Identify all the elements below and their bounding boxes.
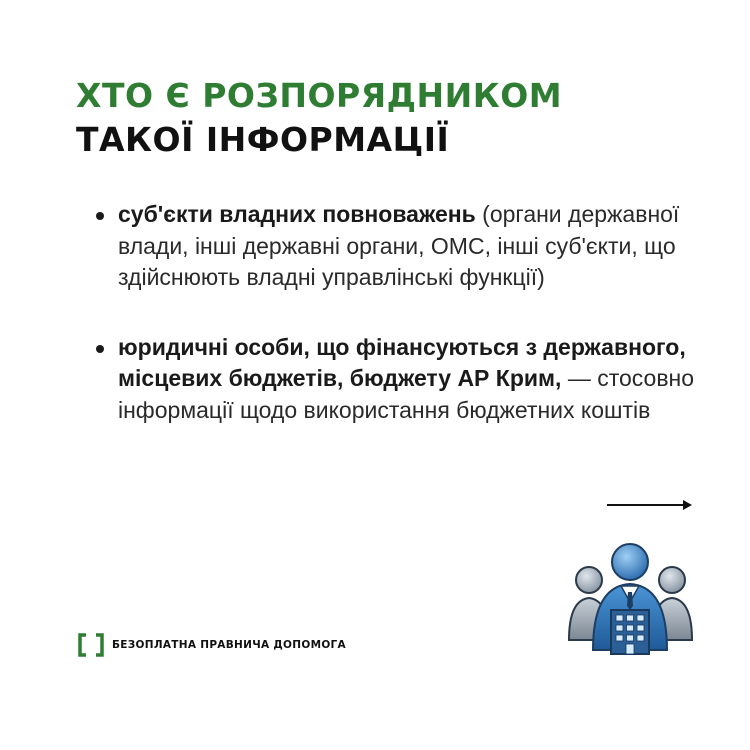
arrow-right-icon[interactable] [607, 497, 692, 513]
bullet-bold-text: суб'єкти владних повноважень [118, 201, 476, 227]
bullet-dot-icon [96, 345, 104, 353]
bullet-text: (органи державної влади, інші державні органи, ОМС, інші суб'єкти, що здійснюють владні управлінські функції) [118, 201, 680, 290]
bullet-dot-icon [96, 212, 104, 220]
brand-name: БЕЗОПЛАТНА ПРАВНИЧА ДОПОМОГА [112, 639, 346, 651]
bracket-logo-icon [78, 633, 104, 657]
list-item [96, 199, 696, 294]
list-item [96, 332, 696, 427]
title-line-2: ТАКОЇ ІНФОРМАЦІЇ [76, 120, 450, 159]
brand-logo [78, 633, 346, 657]
bullet-bold-text: юридичні особи, що фінансуються з державного, місцевих бюджетів, бюджету АР Крим, [118, 333, 686, 391]
bullet-list [96, 199, 696, 464]
title-line-1: ХТО Є РОЗПОРЯДНИКОМ [76, 76, 563, 115]
bullet-text: — стосовно інформації щодо використання бюджетних коштів [118, 365, 695, 423]
page-title [76, 74, 562, 162]
people-building-icon [563, 540, 698, 665]
